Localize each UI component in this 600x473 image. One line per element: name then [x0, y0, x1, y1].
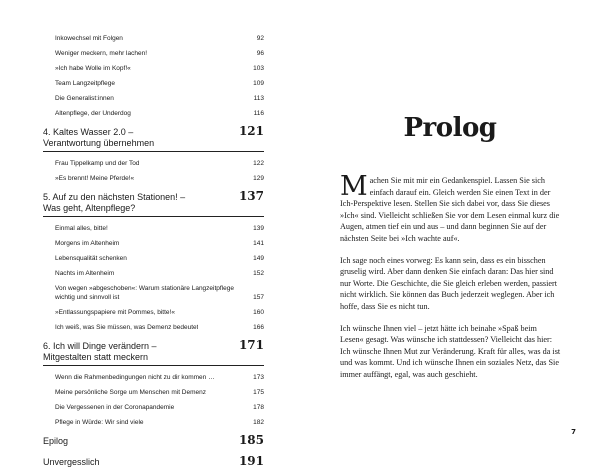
chapter-title: Epilog: [43, 436, 69, 446]
toc-entry[interactable]: [55, 106, 264, 121]
toc-entry[interactable]: [55, 415, 264, 430]
toc-entry[interactable]: [55, 91, 264, 106]
toc-entry-page: 160: [253, 309, 264, 316]
toc-entry[interactable]: [55, 370, 264, 385]
toc-entry[interactable]: [55, 281, 264, 305]
drop-cap: M: [340, 171, 368, 202]
toc-entry-title: Wenn die Rahmenbedingungen nicht zu dir kommen …: [55, 374, 215, 381]
toc-epilog[interactable]: [43, 430, 264, 451]
paragraph-1: [340, 171, 562, 245]
toc-entry[interactable]: [55, 76, 264, 91]
toc-entry-title: »Entlassungspapiere mit Pommes, bitte!«: [55, 309, 175, 316]
toc-page: [0, 0, 300, 468]
toc-entry-title: Die Generalist:innen: [55, 95, 114, 102]
toc-entry[interactable]: [55, 221, 264, 236]
chapter-title: 4. Kaltes Wasser 2.0 – Verantwortung übernehmen: [43, 127, 155, 148]
toc-entry-page: 116: [253, 110, 264, 117]
toc-entry-page: 166: [253, 324, 264, 331]
toc-entry[interactable]: [55, 46, 264, 61]
chapter-page: 121: [238, 124, 264, 138]
chapter-divider: [43, 365, 264, 366]
toc-entry-title: Inkowechsel mit Folgen: [55, 35, 123, 42]
toc-entry-title: Team Langzeitpflege: [55, 80, 115, 87]
toc-entry-page: 109: [253, 80, 264, 87]
toc-entry-page: 113: [253, 95, 264, 102]
toc-chapter-4[interactable]: [43, 126, 264, 149]
toc-entry-page: 152: [253, 270, 264, 277]
toc-entry-title: Die Vergessenen in der Coronapandemie: [55, 404, 175, 411]
chapter-divider: [43, 151, 264, 152]
chapter-divider: [43, 216, 264, 217]
toc-entry-title: Morgens im Altenheim: [55, 240, 120, 247]
paragraph-2: Ich sage noch eines vorweg: Es kann sein, dass es ein bisschen gruselig wird. Aber dann denken Sie einfach daran: Das hier sind nur Worte. Die Geschichte, die Sie gleich erleben werden, passiert nicht wirklich. Sie können das Buch jederzeit weglegen. Aber ich hoffe, dass Sie es nicht tun.: [340, 255, 557, 311]
chapter-page: 137: [238, 189, 264, 203]
toc-entry[interactable]: [55, 171, 264, 186]
toc-entry-title: Weniger meckern, mehr lachen!: [55, 50, 148, 57]
toc-entry-title: »Es brennt! Meine Pferde!«: [55, 175, 135, 182]
toc-entry-title: Frau Tippelkamp und der Tod: [55, 160, 140, 167]
chapter-page: 171: [238, 338, 264, 352]
toc-entry[interactable]: [55, 31, 264, 46]
chapter-title: 5. Auf zu den nächsten Stationen! – Was geht, Altenpflege?: [43, 192, 186, 213]
paragraph-1-text: achen Sie mit mir ein Gedankenspiel. Lassen Sie sich einfach darauf ein. Gleich werden Sie einen Text in der Ich-Perspektive lesen. Stellen Sie sich dabei vor, dass Sie dieses »Ich« sind. Vielleicht schließen Sie vor dem Lesen einmal kurz die Augen, atmen tief ein und aus – und dann beginnen Sie auf der nächsten Seite bei »Ich wachte auf«.: [340, 176, 560, 243]
toc-group-1: [43, 31, 264, 121]
toc-entry[interactable]: [55, 320, 264, 335]
prolog-title: Prolog: [403, 113, 497, 143]
toc-entry[interactable]: [55, 156, 264, 171]
toc-entry-title: Von wegen »abgeschoben«: Warum stationäre Langzeitpflege wichtig und sinnvoll ist: [55, 285, 234, 301]
paragraph-3: Ich wünsche Ihnen viel – jetzt hätte ich beinahe »Spaß beim Lesen« gesagt. Was wünsche ich stattdessen? Vielleicht das hier: Ich wünsche Ihnen Mut zur Veränderung. Kraft für alles, was da ist und was kommt. Und ich wünsche Ihnen ein soziales Netz, das Sie immer auffängt, egal, was auch geschieht.: [340, 323, 561, 379]
prolog-page: [300, 0, 600, 452]
toc-entry-title: Einmal alles, bitte!: [55, 225, 108, 232]
toc-entry-page: 175: [253, 389, 264, 396]
toc-entry[interactable]: [55, 266, 264, 281]
chapter-page: 191: [238, 454, 264, 468]
toc-entry[interactable]: [55, 385, 264, 400]
prolog-text: [340, 171, 562, 391]
toc-entry-page: 96: [256, 50, 264, 57]
toc-entry[interactable]: [55, 400, 264, 415]
toc-entry-page: 103: [253, 65, 264, 72]
toc-entry-page: 141: [253, 240, 264, 247]
toc-entry-page: 157: [253, 294, 264, 301]
page-number: 7: [571, 428, 576, 436]
toc-chapter-6[interactable]: [43, 340, 264, 363]
toc-entry-page: 149: [253, 255, 264, 262]
toc-entry-title: Nachts im Altenheim: [55, 270, 115, 277]
chapter-title: 6. Ich will Dinge verändern – Mitgestalten statt meckern: [43, 341, 157, 362]
toc-entry-title: Meine persönliche Sorge um Menschen mit Demenz: [55, 389, 207, 396]
toc-unvergesslich[interactable]: [43, 451, 264, 472]
toc-entry-page: 129: [253, 175, 264, 182]
toc-chapter-5[interactable]: [43, 191, 264, 214]
toc-entry-title: Altenpflege, der Underdog: [55, 110, 131, 117]
toc-entry[interactable]: [55, 305, 264, 320]
chapter-page: 185: [238, 433, 264, 447]
toc-entry-page: 182: [253, 419, 264, 426]
table-of-contents: [43, 31, 264, 472]
toc-entry[interactable]: [55, 251, 264, 266]
toc-entry[interactable]: [55, 61, 264, 76]
toc-entry-title: Lebensqualität schenken: [55, 255, 127, 262]
toc-entry-title: Ich weiß, was Sie müssen, was Demenz bedeutet: [55, 324, 199, 331]
toc-entry-page: 139: [253, 225, 264, 232]
chapter-title: Unvergesslich: [43, 457, 100, 467]
toc-entry-page: 92: [256, 35, 264, 42]
toc-entry-page: 173: [253, 374, 264, 381]
toc-entry-page: 122: [253, 160, 264, 167]
toc-entry[interactable]: [55, 236, 264, 251]
toc-entry-page: 178: [253, 404, 264, 411]
toc-entry-title: »Ich habe Wolle im Kopf!«: [55, 65, 131, 72]
toc-entry-title: Pflege in Würde: Wir sind viele: [55, 419, 144, 426]
